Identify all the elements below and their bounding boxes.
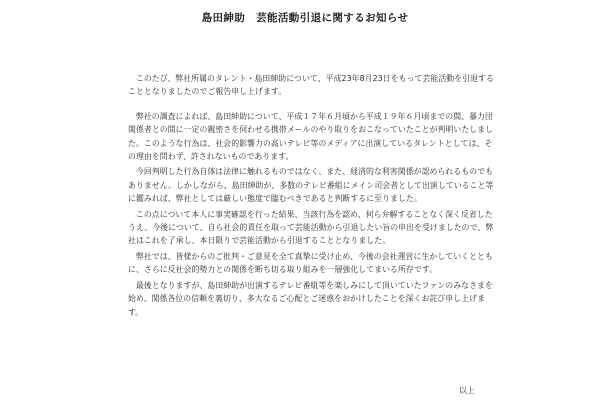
paragraph-company-response: 弊社では、皆様からのご批判・ご意見を全て真摯に受け止め、今後の会社運営に生かしていくとともに、さらに反社会的勢力との関係を断ち切る取り組みを一層強化してまいる所存です。 xyxy=(128,251,493,275)
paragraph-judgment: 今回判明した行為自体は法律に触れるものではなく、また、経済的な利害関係が認められるものでもありません。しかしながら、島田紳助が、多数のテレビ番組にメイン司会者として出演していること等に鑑みれば、弊社としては厳しい態度で臨むべきであると判断するに至りました。 xyxy=(128,167,494,204)
closing-mark: 以上 xyxy=(459,386,475,395)
paragraph-announcement: このたび、弊社所属のタレント・島田紳助について、平成23年8月23日をもって芸能活動を引退することとなりましたのでご報告申し上げます。 xyxy=(128,74,494,97)
document-body xyxy=(128,72,494,319)
paragraph-confirmation: この点について本人に事実確認を行った結果、当該行為を認め、何ら弁解することなく深く反省したうえ、今後について、自ら社会的責任を取って芸能活動から引退したい旨の申出を受けましたので、弊社はこれを了承し、本日限りで芸能活動から引退することとなりました。 xyxy=(128,209,494,246)
paragraph-investigation: 弊社の調査によれば、島田紳助について、平成１７年６月頃から平成１９年６月頃までの間、暴力団関係者との間に一定の親密さを伺わせる携帯メールのやり取りをおこなっていたことが判明いたしました。このような行為は、社会的影響力の高いテレビ等のメディアに出演しているタレントとしては、その理由を問わず、許されないものであります。 xyxy=(128,111,494,162)
paragraph-apology: 最後となりますが、島田紳助が出演するテレビ番組等を楽しみにして頂いていたファンのみなさまを始め、関係各位の信頼を裏切り、多大なるご心配とご迷惑をおかけしたことを深くお詫び申し上げます。 xyxy=(128,280,493,317)
document-title: 島田紳助 芸能活動引退に関するお知らせ xyxy=(201,12,409,24)
